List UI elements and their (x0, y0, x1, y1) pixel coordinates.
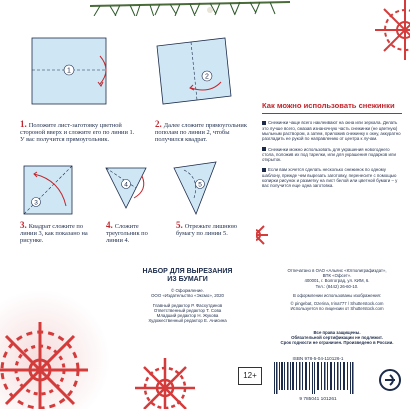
sidebar-item-2-text: Снежинки можно использовать для украшения новогоднего стола, положив их под тарелки, или для украшения подарков или открыток. (262, 146, 396, 163)
step-1-diagram (30, 36, 110, 108)
step-5-number: 5. (176, 220, 183, 230)
sidebar-item-3 (262, 167, 402, 188)
step-5-diagram (170, 158, 222, 218)
art-editor: Художественный редактор Е. Анисина (148, 318, 227, 324)
copyright-line1: © Оформление. (171, 288, 204, 293)
diagram-label-4: 4 (124, 181, 128, 189)
sidebar-title: Как можно использовать снежинки (262, 101, 395, 110)
barcode-number: 9 785041 101261 (299, 397, 337, 402)
sidebar-item-1-text: Снежинки чаще всего наклеивают на окна или зеркала. Делать это лучше всего, смазав изнаночную часть снежинки (не цветную) мыльным раствором, а затем, приложив снежинку к окну, аккуратно разгладить ее рукой по направлению от центра к лучам. (262, 120, 401, 142)
snowflake-decoration-right (365, 0, 410, 90)
step-4-text (106, 222, 162, 245)
product-title-line2: ИЗ БУМАГИ (167, 276, 208, 283)
copyright-line2: ООО «Издательство «Эксмо», 2020 (150, 293, 225, 299)
legal-line2: Обязательной сертификации не подлежит. (291, 335, 383, 341)
printer-info (272, 268, 402, 311)
legal-line3: Срок годности не ограничен. Произведено в России. (280, 340, 394, 346)
printer-line2: ВПК «Офсет». (322, 273, 352, 279)
step-4-description: Сложите треугольник по линии 4. (106, 223, 148, 245)
sidebar-item-1 (262, 120, 402, 141)
product-info (120, 268, 255, 324)
sidebar-divider (262, 113, 402, 114)
step-2-number: 2. (155, 119, 162, 129)
printer-line7: Используется по лицензии от Shutterstock.com (290, 306, 384, 312)
barcode-block (268, 356, 368, 404)
step-3-description: Квадрат сложите по линии 3, как показано на рисунке. (20, 223, 88, 245)
junior-editor: Младший редактор Н. Жукова (156, 313, 219, 319)
diagram-label-5: 5 (198, 181, 202, 189)
bullet-icon (262, 168, 266, 172)
step-3-number: 3. (20, 220, 27, 230)
barcode-icon (268, 362, 368, 394)
step-3-diagram (20, 162, 78, 220)
printer-line5: В оформлении использованы изображения: (293, 292, 381, 298)
legal-line1: Все права защищены. (313, 330, 361, 335)
diagram-label-2: 2 (205, 73, 209, 81)
sidebar-item-2 (262, 147, 402, 163)
bullet-icon (262, 147, 266, 151)
step-2-text (155, 121, 255, 144)
step-5-text (176, 222, 248, 237)
bullet-icon (262, 121, 266, 125)
step-1-text (20, 121, 138, 144)
responsible-editor: Ответственный редактор Т. Сова (153, 307, 222, 313)
isbn-text: ISBN 978-5-04-110126-1 (292, 356, 344, 361)
printer-line6: © pingebat, Ozerina, Irina777 / Shutterstock.com (290, 301, 384, 307)
printer-line4: Тел.: (8442) 26-60-10. (315, 283, 359, 289)
step-1-description: Положите лист-заготовку цветной стороной вверх и сложите его по линии 1. У вас получится прямоугольник. (20, 122, 135, 144)
snowflake-decoration-left (0, 300, 110, 409)
eksmo-logo-icon (378, 368, 402, 392)
sidebar-item-3-text: Если вам хочется сделать несколько снежинок по одному шаблону, прежде чем вырезать заготовку, перенесите с помощью копирки рисунок и разметку на лист белой или цветной бумаги – у вас получится еще одна заготовка. (262, 167, 398, 189)
printer-line1: Отпечатано в ОАО «Альянс «Югполиграфиздат», (287, 268, 387, 273)
step-4-diagram (102, 164, 150, 214)
printer-line3: 400001, г. Волгоград, ул. КИМ, 6. (304, 278, 370, 284)
usage-sidebar (262, 102, 402, 189)
diagram-label-3: 3 (34, 199, 38, 207)
snowflake-decoration-bottom (130, 348, 200, 409)
diagram-label-1: 1 (67, 67, 71, 75)
legal-info (272, 330, 402, 346)
step-2-diagram (155, 36, 235, 108)
step-4-number: 4. (106, 220, 113, 230)
step-3-text (20, 222, 92, 245)
step-1-number: 1. (20, 119, 27, 129)
product-title-line1: НАБОР ДЛЯ ВЫРЕЗАНИЯ (142, 268, 233, 275)
chief-editor: Главный редактор Р. Фасхутдинов (152, 302, 223, 308)
step-5-description: Отрежьте лишнюю бумагу по линии 5. (176, 223, 238, 238)
step-2-description: Далее сложите прямоугольник пополам по линии 2, чтобы получился квадрат. (155, 122, 247, 144)
age-rating-badge: 12+ (238, 367, 262, 385)
